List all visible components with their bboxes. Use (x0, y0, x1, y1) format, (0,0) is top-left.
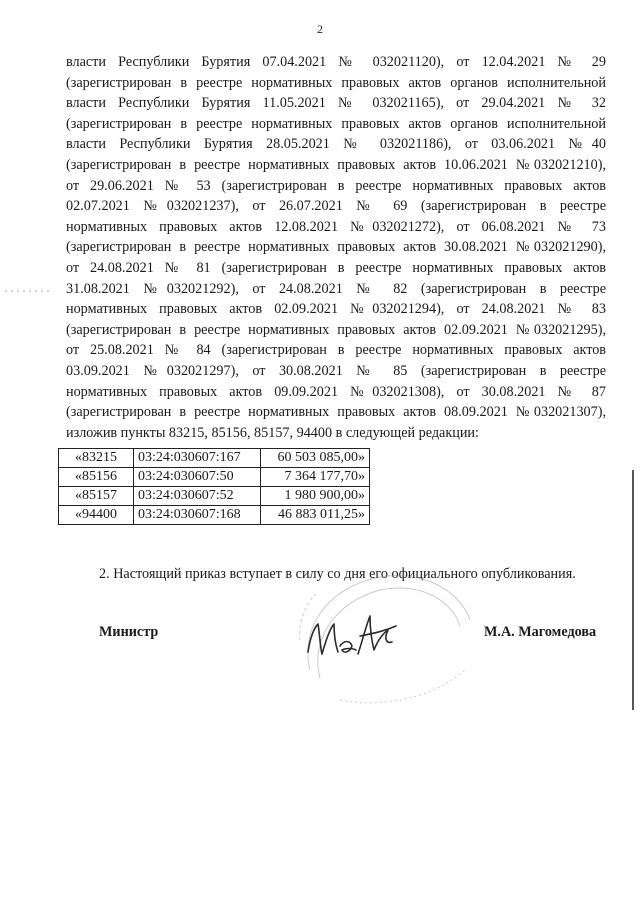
body-line: власти Республики Бурятия 28.05.2021 № 032021186), от 03.06.2021 №40 (66, 136, 606, 153)
signatory-name: М.А. Магомедова (484, 624, 597, 640)
page-number: 2 (317, 22, 323, 36)
body-line: (зарегистрирован в реестре нормативных правовых актов 10.06.2021 №032021210), (66, 156, 606, 173)
body-line: (зарегистрирован в реестре нормативных правовых актов 08.09.2021 №032021307), (66, 404, 606, 421)
value-cell: 1 980 900,00» (261, 487, 370, 506)
row-number-cell: «94400 (59, 506, 134, 525)
margin-marks (0, 288, 60, 294)
body-line: (зарегистрирован в реестре нормативных правовых актов органов исполнительной (66, 115, 606, 132)
page-edge-line (632, 470, 634, 710)
row-number-cell: «85157 (59, 487, 134, 506)
body-line: нормативных правовых актов 12.08.2021 №032021272), от 06.08.2021 № 73 (66, 218, 606, 235)
value-cell: 46 883 011,25» (261, 506, 370, 525)
body-line: власти Республики Бурятия 11.05.2021 № 032021165), от 29.04.2021 № 32 (66, 95, 606, 112)
body-line: 03.09.2021 №032021297), от 30.08.2021 № 85 (зарегистрирован в реестре (66, 362, 606, 379)
row-number-cell: «83215 (59, 449, 134, 468)
body-line: нормативных правовых актов 09.09.2021 №032021308), от 30.08.2021 № 87 (66, 383, 606, 400)
body-line: нормативных правовых актов 02.09.2021 №032021294), от 24.08.2021 № 83 (66, 301, 606, 318)
body-line: власти Республики Бурятия 07.04.2021 № 032021120), от 12.04.2021 № 29 (66, 54, 606, 70)
body-line: изложив пункты 83215, 85156, 85157, 94400 в следующей редакции: (66, 424, 479, 441)
cadastral-values-table (58, 448, 370, 525)
signatory-title: Министр (99, 624, 159, 640)
cadastral-number-cell: 03:24:030607:52 (134, 487, 261, 506)
clause-2-text: 2. Настоящий приказ вступает в силу со дня его официального опубликования. (99, 566, 576, 582)
value-cell: 60 503 085,00» (261, 449, 370, 468)
cadastral-number-cell: 03:24:030607:50 (134, 468, 261, 487)
body-line: (зарегистрирован в реестре нормативных правовых актов органов исполнительной (66, 74, 606, 91)
body-line: (зарегистрирован в реестре нормативных правовых актов 02.09.2021 №032021295), (66, 321, 606, 338)
table-row (59, 468, 370, 487)
body-line: от 29.06.2021 № 53 (зарегистрирован в реестре нормативных правовых актов (66, 177, 606, 194)
body-line: (зарегистрирован в реестре нормативных правовых актов 30.08.2021 №032021290), (66, 239, 606, 256)
body-line: от 25.08.2021 № 84 (зарегистрирован в реестре нормативных правовых актов (66, 342, 606, 359)
order-body-text (66, 52, 606, 443)
signature (300, 606, 410, 670)
value-cell: 7 364 177,70» (261, 468, 370, 487)
cadastral-number-cell: 03:24:030607:168 (134, 506, 261, 525)
table-row (59, 487, 370, 506)
table-row (59, 506, 370, 525)
table-row (59, 449, 370, 468)
cadastral-number-cell: 03:24:030607:167 (134, 449, 261, 468)
body-line: 02.07.2021 №032021237), от 26.07.2021 № 69 (зарегистрирован в реестре (66, 198, 606, 215)
body-line: от 24.08.2021 № 81 (зарегистрирован в реестре нормативных правовых актов (66, 259, 606, 276)
body-line: 31.08.2021 №032021292), от 24.08.2021 № 82 (зарегистрирован в реестре (66, 280, 606, 297)
row-number-cell: «85156 (59, 468, 134, 487)
